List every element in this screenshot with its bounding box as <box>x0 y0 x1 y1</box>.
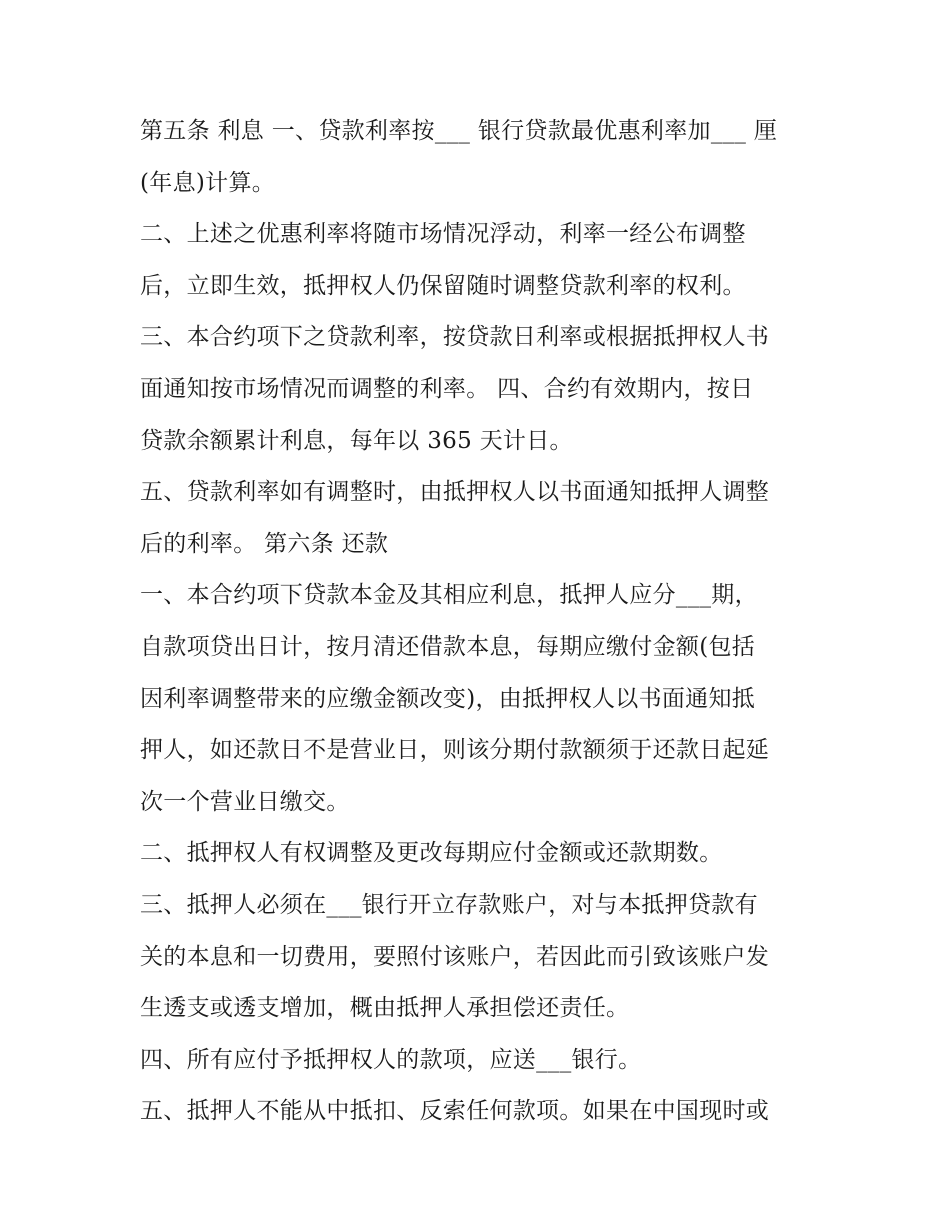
text-line: 贷款余额累计利息，每年以 365 天计日。 <box>140 427 573 454</box>
text-line: 次一个营业日缴交。 <box>140 788 350 815</box>
text-line: 五、贷款利率如有调整时，由抵押权人以书面通知抵押人调整 <box>140 479 770 506</box>
text-line: (年息)计算。 <box>140 169 276 196</box>
text-line: 三、本合约项下之贷款利率，按贷款日利率或根据抵押权人书 <box>140 324 770 351</box>
text-line: 二、抵押权人有权调整及更改每期应付金额或还款期数。 <box>140 840 723 867</box>
text-line: 押人，如还款日不是营业日，则该分期付款额须于还款日起延 <box>140 737 770 764</box>
text-line: 面通知按市场情况而调整的利率。 四、合约有效期内，按日 <box>140 375 754 402</box>
text-line: 五、抵押人不能从中抵扣、反索任何款项。如果在中国现时或 <box>140 1098 770 1125</box>
text-line: 第五条 利息 一、贷款利率按___ 银行贷款最优惠利率加___ 厘 <box>140 118 778 144</box>
text-line: 生透支或透支增加，概由抵押人承担偿还责任。 <box>140 995 630 1022</box>
text-line: 三、抵押人必须在___银行开立存款账户，对与本抵押贷款有 <box>140 891 758 918</box>
text-line: 自款项贷出日计，按月清还借款本息，每期应缴付金额(包括 <box>140 633 756 660</box>
text-line: 后，立即生效，抵押权人仍保留随时调整贷款利率的权利。 <box>140 272 746 299</box>
text-line: 二、上述之优惠利率将随市场情况浮动，利率一经公布调整 <box>140 221 746 248</box>
text-line: 后的利率。 第六条 还款 <box>140 530 389 557</box>
text-line: 关的本息和一切费用，要照付该账户，若因此而引致该账户发 <box>140 943 770 970</box>
text-line: 因利率调整带来的应缴金额改变)，由抵押权人以书面通知抵 <box>140 685 756 712</box>
text-line: 四、所有应付予抵押权人的款项，应送___银行。 <box>140 1046 642 1073</box>
text-line: 一、本合约项下贷款本金及其相应利息，抵押人应分___期， <box>140 582 758 609</box>
contract-text <box>140 106 820 1138</box>
